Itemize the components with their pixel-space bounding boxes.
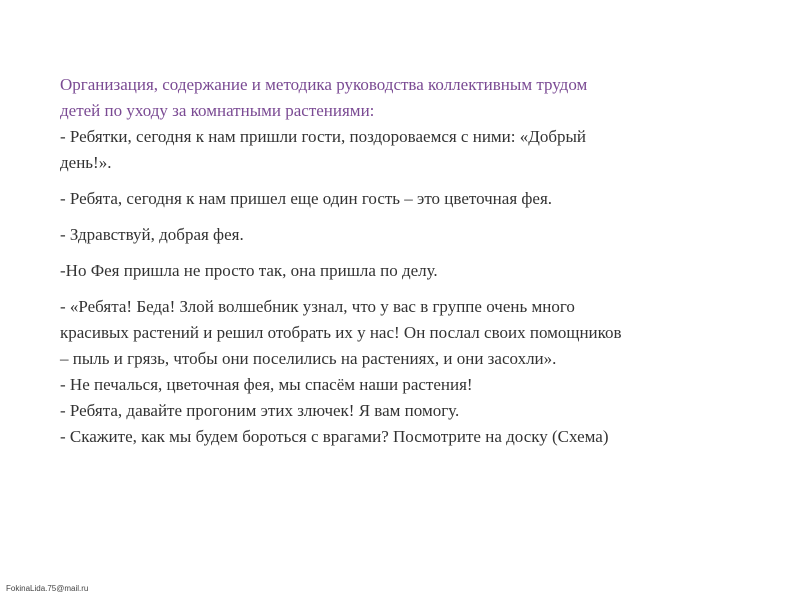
text-line: -Но Фея пришла не просто так, она пришла по делу. xyxy=(60,261,438,280)
slide-title-line-2: детей по уходу за комнатными растениями: xyxy=(60,101,375,120)
paragraph-guest xyxy=(60,186,760,212)
text-line: - Ребятки, сегодня к нам пришли гости, поздороваемся с ними: «Добрый xyxy=(60,127,587,146)
text-line: день!». xyxy=(60,153,112,172)
text-line: - Ребята, сегодня к нам пришел еще один гость – это цветочная фея. xyxy=(60,189,553,208)
paragraph-fairy-came xyxy=(60,258,760,284)
text-line: - «Ребята! Беда! Злой волшебник узнал, что у вас в группе очень много xyxy=(60,297,575,316)
paragraph-story xyxy=(60,294,760,450)
text-line: – пыль и грязь, чтобы они поселились на растениях, и они засохли». xyxy=(60,349,557,368)
text-line: красивых растений и решил отобрать их у нас! Он послал своих помощников xyxy=(60,323,622,342)
slide-content xyxy=(60,72,760,450)
text-line: - Не печалься, цветочная фея, мы спасём наши растения! xyxy=(60,375,473,394)
paragraph-hello-fairy xyxy=(60,222,760,248)
slide-title-line-1: Организация, содержание и методика руководства коллективным трудом xyxy=(60,75,588,94)
paragraph-greeting xyxy=(60,124,760,176)
text-line: - Скажите, как мы будем бороться с врагами? Посмотрите на доску (Схема) xyxy=(60,427,609,446)
text-line: - Здравствуй, добрая фея. xyxy=(60,225,244,244)
text-line: - Ребята, давайте прогоним этих злючек! Я вам помогу. xyxy=(60,401,460,420)
author-email-watermark: FokinaLida.75@mail.ru xyxy=(6,584,89,593)
